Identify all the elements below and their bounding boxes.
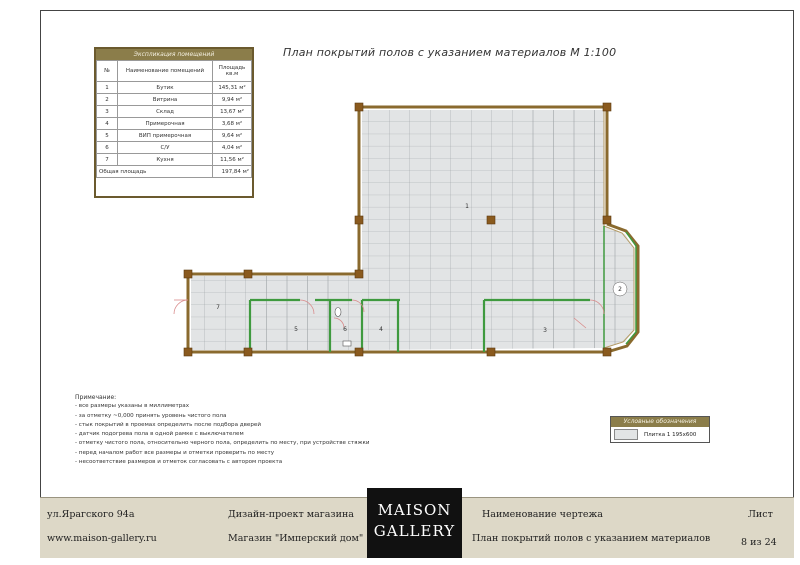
logo-line-1: MAISON <box>377 501 452 519</box>
total-label: Общая площадь <box>97 166 213 178</box>
notes-heading: Примечание: <box>75 394 117 401</box>
sheet-number: 8 из 24 <box>741 537 777 548</box>
maison-gallery-logo <box>367 488 462 558</box>
note-item: - перед началом работ все размеры и отметки проверить по месту <box>75 449 275 456</box>
room-label-5: 5 <box>294 326 298 333</box>
room-label-6: 6 <box>343 326 347 333</box>
table-row: 7 Кухня 11,56 м² <box>97 154 252 166</box>
tile-swatch <box>614 429 638 440</box>
table-row: 2 Витрина 9,94 м² <box>97 94 252 106</box>
col-header-name: Наименование помещений <box>118 61 213 82</box>
room-label-1: 1 <box>465 203 469 210</box>
note-item: - несоответствие размеров и отметок согласовать с автором проекта <box>75 459 283 466</box>
table-row: 6 С/У 4,04 м² <box>97 142 252 154</box>
drawing-name-label: Наименование чертежа <box>482 509 603 520</box>
note-item: - за отметку ~0,000 принять уровень чистого пола <box>75 412 227 419</box>
note-item: - отметку чистого пола, относительно черного пола, определить по месту, при устройстве стяжки <box>75 440 370 447</box>
project-name: Дизайн-проект магазина <box>228 509 354 520</box>
legend-item-label: Плитка 1 195х600 <box>644 431 697 438</box>
legend-title: Условные обозначения <box>611 417 709 427</box>
logo-line-2: GALLERY <box>373 522 456 540</box>
legend-box <box>610 416 710 443</box>
note-item: - все размеры указаны в миллиметрах <box>75 403 190 410</box>
table-row: 5 ВИП примерочная 9,64 м² <box>97 130 252 142</box>
col-header-area: Площадь кв.м <box>213 61 252 82</box>
drawing-name: План покрытий полов с указанием материалов <box>472 533 711 544</box>
col-header-num: № <box>97 61 118 82</box>
explication-title: Экспликация помещений <box>96 49 252 60</box>
tiled-floor <box>191 110 634 350</box>
website-link[interactable]: www.maison-gallery.ru <box>47 533 157 544</box>
store-name: Магазин "Имперский дом" <box>228 533 364 544</box>
room-label-2: 2 <box>618 286 622 293</box>
room-label-7: 7 <box>216 304 220 311</box>
room-label-4: 4 <box>379 326 383 333</box>
sheet-label: Лист <box>748 509 773 520</box>
note-item: - стык покрытий в проемах определить после подбора дверей <box>75 421 262 428</box>
table-row: 4 Примерочная 3,68 м² <box>97 118 252 130</box>
table-row: 1 Бутик 145,31 м² <box>97 82 252 94</box>
table-row: 3 Склад 13,67 м² <box>97 106 252 118</box>
note-item: - датчик подогрева пола в одной рамке с выключателем <box>75 431 244 438</box>
address-text: ул.Ярагского 94а <box>47 509 135 520</box>
room-label-3: 3 <box>543 327 547 334</box>
notes-block <box>75 393 370 467</box>
total-value: 197,84 м² <box>213 166 252 178</box>
plan-title: План покрытий полов с указанием материалов М 1:100 <box>283 46 617 59</box>
